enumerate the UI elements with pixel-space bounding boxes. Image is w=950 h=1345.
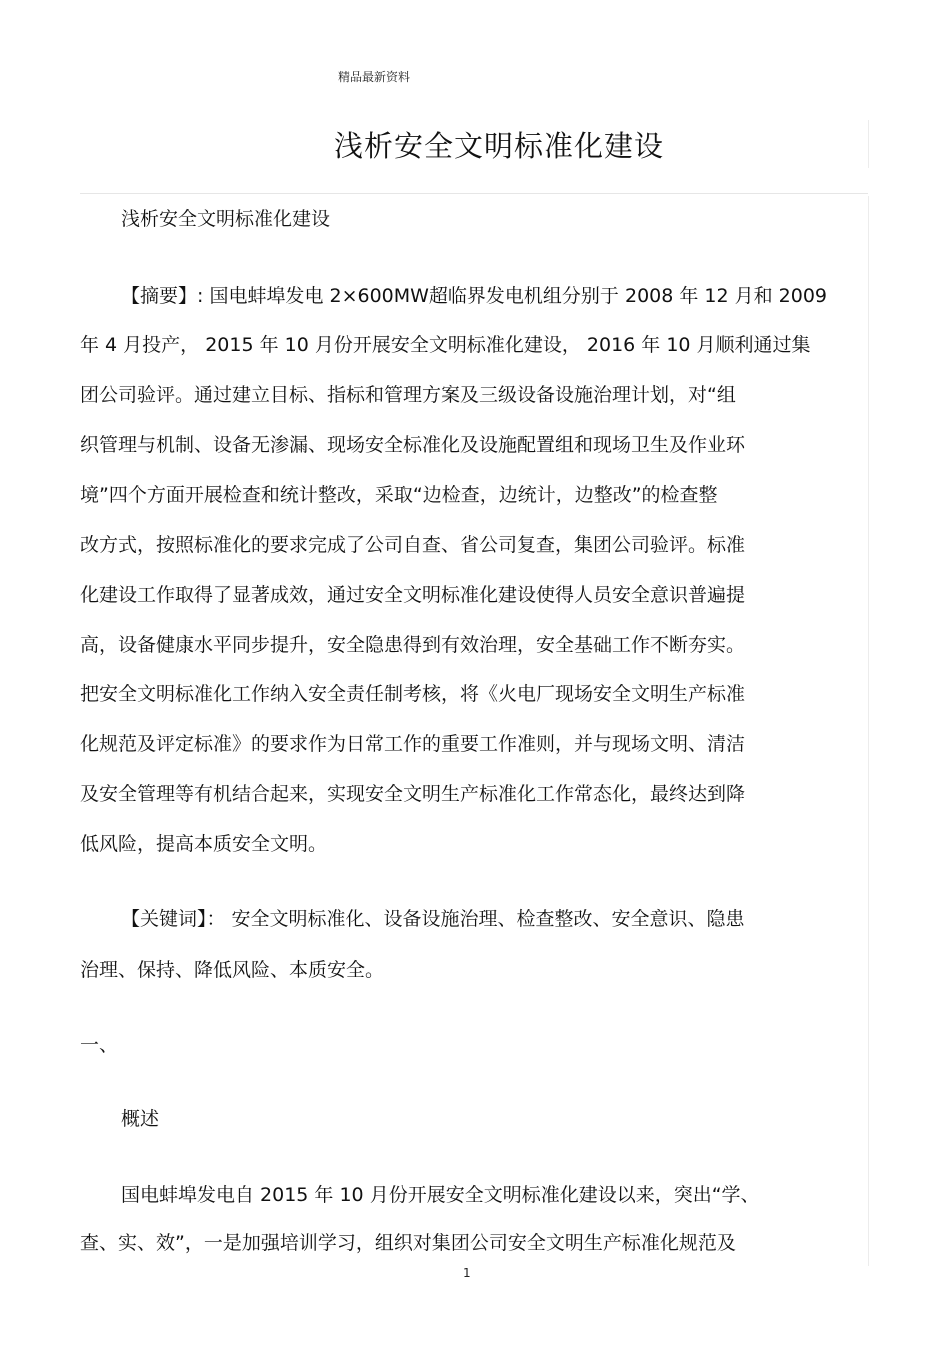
abstract-line: 境”四个方面开展检查和统计整改，采取“边检查，边统计，边整改”的检查整: [80, 484, 718, 506]
margin-line: [868, 196, 869, 1266]
document-title: 浅析安全文明标准化建设: [334, 129, 665, 163]
overview-line: 查、实、效”，一是加强培训学习，组织对集团公司安全文明生产标准化规范及: [80, 1232, 736, 1254]
section-title: 概述: [121, 1108, 160, 1130]
abstract-line: 化规范及评定标准》的要求作为日常工作的重要工作准则，并与现场文明、清洁: [80, 733, 746, 755]
subtitle: 浅析安全文明标准化建设: [121, 208, 331, 230]
section-number: 一、: [80, 1034, 119, 1056]
keywords-line: 治理、保持、降低风险、本质安全。: [80, 959, 385, 981]
abstract-line: 低风险，提高本质安全文明。: [80, 833, 328, 855]
title-divider: [80, 193, 868, 194]
abstract-line: 年 4 月投产， 2015 年 10 月份开展安全文明标准化建设， 2016 年 10 月顺利通过集: [80, 334, 811, 356]
abstract-line: 团公司验评。通过建立目标、指标和管理方案及三级设备设施治理计划，对“组: [80, 384, 736, 406]
abstract-line: 及安全管理等有机结合起来，实现安全文明生产标准化工作常态化，最终达到降: [80, 783, 746, 805]
abstract-line: 织管理与机制、设备无渗漏、现场安全标准化及设施配置组和现场卫生及作业环: [80, 434, 746, 456]
page-number: 1: [463, 1266, 471, 1280]
abstract-line: 高，设备健康水平同步提升，安全隐患得到有效治理，安全基础工作不断夯实。: [80, 634, 746, 656]
abstract-line: 把安全文明标准化工作纳入安全责任制考核，将《火电厂现场安全文明生产标准: [80, 683, 746, 705]
keywords-line: 【关键词】： 安全文明标准化、设备设施治理、检查整改、安全意识、隐患: [121, 908, 745, 930]
abstract-line: 改方式，按照标准化的要求完成了公司自查、省公司复查，集团公司验评。标准: [80, 534, 746, 556]
header-note: 精品最新资料: [338, 70, 411, 84]
overview-line: 国电蚌埠发电自 2015 年 10 月份开展安全文明标准化建设以来，突出“学、: [121, 1184, 760, 1206]
abstract-line: 化建设工作取得了显著成效，通过安全文明标准化建设使得人员安全意识普遍提: [80, 584, 746, 606]
abstract-line: 【摘要】: 国电蚌埠发电 2×600MW超临界发电机组分别于 2008 年 12 月和 2009: [121, 285, 828, 307]
margin-line-top: [868, 120, 869, 168]
